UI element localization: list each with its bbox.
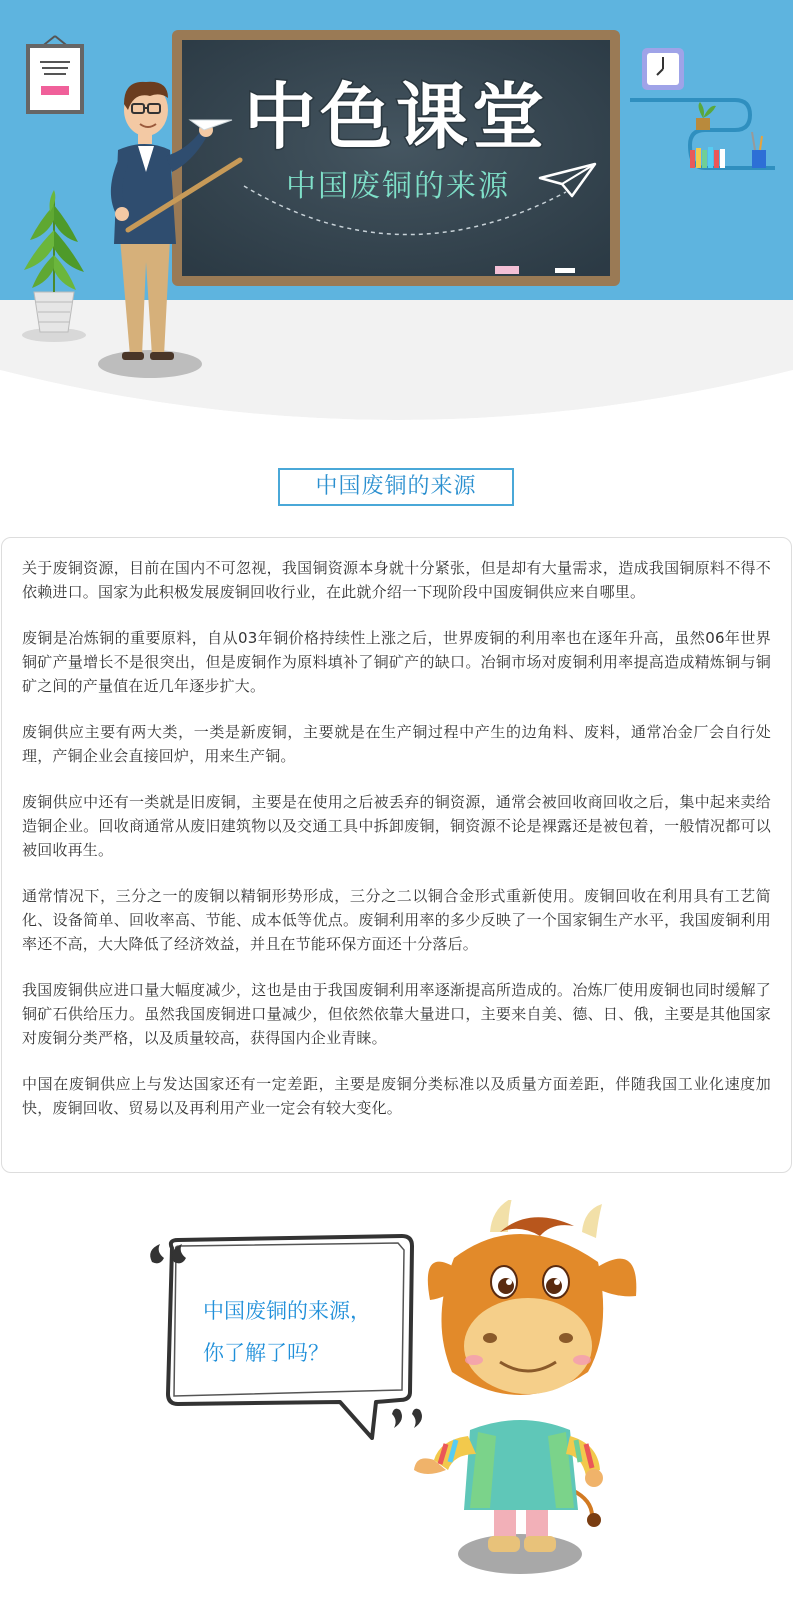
footer-illustration: [0, 1200, 793, 1616]
article-paragraph: 废铜供应主要有两大类，一类是新废铜，主要就是在生产铜过程中产生的边角料、废料，通常冶金厂会自行处理，产铜企业会直接回炉，用来生产铜。: [22, 723, 771, 765]
picture-frame-icon: [28, 36, 82, 112]
bull-mascot-illustration: [414, 1200, 636, 1574]
board-subtitle: 中国废铜的来源: [286, 170, 510, 203]
article-body: [1, 537, 792, 1173]
article-paragraph: 关于废铜资源，目前在国内不可忽视，我国铜资源本身就十分紧张，但是却有大量需求，造成我国铜原料不得不依赖进口。国家为此积极发展废铜回收行业，在此就介绍一下现阶段中国废铜供应来自哪里。: [22, 559, 771, 601]
bubble-line-1: 中国废铜的来源，: [203, 1299, 371, 1323]
hero-banner: [0, 0, 793, 440]
article-paragraph: 我国废铜供应进口量大幅度减少，这也是由于我国废铜利用率逐渐提高所造成的。冶炼厂使用废铜也同时缓解了铜矿石供给压力。虽然我国废铜进口量减少，但依然依靠大量进口，主要来自美、德、日、俄，主要是其他国家对废铜分类严格，以及质量较高，获得国内企业青睐。: [22, 981, 771, 1047]
section-title: 中国废铜的来源: [278, 468, 514, 506]
article-paragraph: 废铜是冶炼铜的重要原料，自从03年铜价格持续性上涨之后，世界废铜的利用率也在逐年升高，虽然06年世界铜矿产量增长不是很突出，但是废铜作为原料填补了铜矿产的缺口。冶铜市场对废铜利用率提高造成精炼铜与铜矿之间的产量值在近几年逐步扩大。: [22, 629, 771, 695]
clock-icon: [642, 48, 684, 90]
article-paragraph: 废铜供应中还有一类就是旧废铜，主要是在使用之后被丢弃的铜资源，通常会被回收商回收之后，集中起来卖给造铜企业。回收商通常从废旧建筑物以及交通工具中拆卸废铜，铜资源不论是裸露还是被包着，一般情况都可以被回收再生。: [22, 793, 771, 859]
board-title: 中色课堂: [243, 78, 549, 158]
article-paragraph: 通常情况下，三分之一的废铜以精铜形势形成，三分之二以铜合金形式重新使用。废铜回收在利用具有工艺简化、设备简单、回收率高、节能、成本低等优点。废铜利用率的多少反映了一个国家铜生产水平，我国废铜利用率还不高，大大降低了经济效益，并且在节能环保方面还十分落后。: [22, 887, 771, 953]
bubble-text: [203, 1290, 403, 1374]
article-paragraph: 中国在废铜供应上与发达国家还有一定差距，主要是废铜分类标准以及质量方面差距，伴随我国工业化速度加快，废铜回收、贸易以及再利用产业一定会有较大变化。: [22, 1075, 771, 1117]
bubble-line-2: 你了解了吗？: [203, 1341, 329, 1365]
